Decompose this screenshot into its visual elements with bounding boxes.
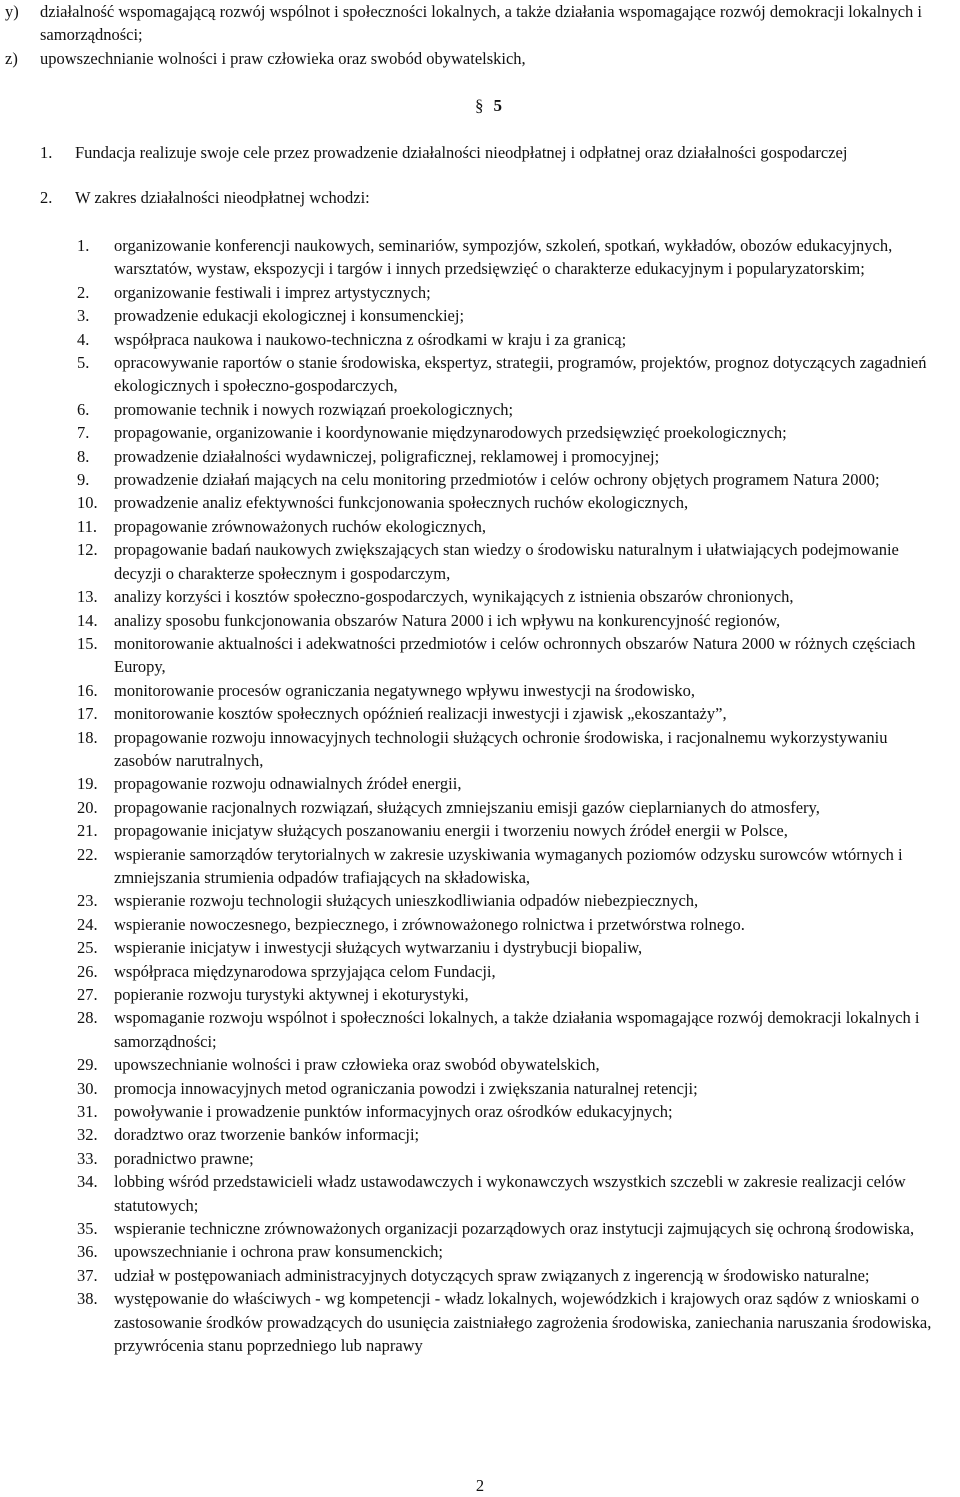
activity-item: [77, 1123, 937, 1146]
activity-text: propagowanie rozwoju innowacyjnych technologii służących ochronie środowiska, i racjonalnemu wykorzystywaniu zasobów narutralnych,: [114, 727, 888, 770]
activity-text: monitorowanie kosztów społecznych opóźnień realizacji inwestycji i zjawisk „ekoszantaży”,: [114, 704, 727, 724]
activities-list: [77, 234, 937, 1358]
section-heading: [475, 94, 502, 117]
activity-text: współpraca międzynarodowa sprzyjająca celom Fundacji,: [114, 961, 496, 981]
activity-item: [77, 1240, 937, 1263]
activity-text: propagowanie rozwoju odnawialnych źródeł energii,: [114, 774, 462, 794]
activity-number: 22.: [77, 844, 98, 864]
activity-number: 15.: [77, 633, 98, 653]
activity-number: 16.: [77, 680, 98, 700]
activity-text: lobbing wśród przedstawicieli władz ustawodawczych i wykonawczych wszystkich szczebli w zakresie realizacji celów statutowych;: [114, 1172, 906, 1215]
paragraph-text: Fundacja realizuje swoje cele przez prowadzenie działalności nieodpłatnej i odpłatnej oraz działalności gospodarczej: [75, 143, 848, 162]
activity-item: [77, 936, 937, 959]
activity-item: [77, 1077, 937, 1100]
activity-item: [77, 421, 937, 444]
activity-item: [77, 398, 937, 421]
continued-list: [5, 0, 955, 70]
list-text: upowszechnianie wolności i praw człowieka oraz swobód obywatelskich,: [40, 48, 526, 68]
activity-number: 3.: [77, 306, 90, 326]
activity-text: popieranie rozwoju turystyki aktywnej i ekoturystyki,: [114, 985, 469, 1004]
activity-item: [77, 772, 937, 795]
activity-text: poradnictwo prawne;: [114, 1148, 254, 1168]
activity-text: wspieranie samorządów terytorialnych w zakresie uzyskiwania wymaganych poziomów odzysku surowców wtórnych i zmniejszania strumienia odpadów trafiających na składowiska,: [114, 844, 903, 887]
activity-item: [77, 679, 937, 702]
activity-number: 34.: [77, 1172, 98, 1192]
activity-text: prowadzenie działalności wydawniczej, poligraficznej, reklamowej i promocyjnej;: [114, 446, 660, 466]
activity-number: 21.: [77, 821, 98, 841]
activity-text: propagowanie zrównoważonych ruchów ekologicznych,: [114, 516, 487, 536]
activity-text: propagowanie racjonalnych rozwiązań, służących zmniejszaniu emisji gazów cieplarnianych do atmosfery,: [114, 797, 820, 817]
activity-item: [77, 702, 937, 725]
section-number: 5: [493, 96, 502, 115]
activity-number: 8.: [77, 446, 90, 466]
activity-number: 29.: [77, 1055, 98, 1075]
activity-item: [77, 1217, 937, 1240]
paragraph-marker: 2.: [40, 188, 53, 208]
activity-number: 18.: [77, 727, 98, 747]
activity-item: [77, 468, 937, 491]
activity-item: [77, 960, 937, 983]
activity-item: [77, 1170, 937, 1217]
activity-text: upowszechnianie wolności i praw człowieka oraz swobód obywatelskich,: [114, 1055, 600, 1075]
activity-text: udział w postępowaniach administracyjnych dotyczących spraw związanych z ingerencją w środowisko naturalne;: [114, 1265, 870, 1285]
activity-item: [77, 351, 937, 398]
activity-number: 25.: [77, 938, 98, 958]
activity-item: [77, 1264, 937, 1287]
activity-number: 31.: [77, 1102, 98, 1122]
activity-number: 10.: [77, 493, 98, 513]
activity-text: występowanie do właściwych - wg kompetencji - władz lokalnych, wojewódzkich i krajowych oraz sądów z wnioskami o zastosowanie środków prowadzących do usunięcia zaistniałego zagrożenia środowiska, zaniechania naruszania środowiska, przywrócenia stanu poprzedniego lub naprawy: [114, 1289, 932, 1356]
activity-number: 26.: [77, 961, 98, 981]
activity-item: [77, 819, 937, 842]
activity-text: propagowanie inicjatyw służących poszanowaniu energii i tworzeniu nowych źródeł energii w Polsce,: [114, 821, 788, 841]
activity-text: współpraca naukowa i naukowo-techniczna z ośrodkami w kraju i za granicą;: [114, 329, 627, 349]
activity-text: propagowanie, organizowanie i koordynowanie międzynarodowych przedsięwzięć proekologicznych;: [114, 423, 787, 443]
activity-item: [77, 491, 937, 514]
activity-number: 23.: [77, 891, 98, 911]
activity-item: [77, 632, 937, 679]
list-item: [5, 0, 955, 47]
activity-text: wspieranie techniczne zrównoważonych organizacji pozarządowych oraz instytucji zajmujących się ochroną środowiska,: [114, 1219, 915, 1239]
activity-text: prowadzenie działań mających na celu monitoring przedmiotów i celów ochrony objętych programem Natura 2000;: [114, 470, 880, 490]
activity-item: [77, 726, 937, 773]
activity-number: 17.: [77, 704, 98, 724]
activity-text: organizowanie konferencji naukowych, seminariów, sympozjów, szkoleń, spotkań, wykładów, obozów edukacyjnych, warsztatów, wystaw, ekspozycji i targów i innych przedsięwzięć o charakterze edukacyjnym i popularyzatorskim;: [114, 236, 893, 279]
activity-item: [77, 585, 937, 608]
activity-item: [77, 515, 937, 538]
activity-item: [77, 1053, 937, 1076]
activity-text: powoływanie i prowadzenie punktów informacyjnych oraz ośrodków edukacyjnych;: [114, 1102, 673, 1122]
activity-text: analizy korzyści i kosztów społeczno-gospodarczych, wynikających z istnienia obszarów chronionych,: [114, 587, 794, 607]
activity-number: 32.: [77, 1125, 98, 1145]
activity-number: 5.: [77, 353, 90, 373]
activity-number: 38.: [77, 1289, 98, 1309]
activity-item: [77, 445, 937, 468]
activity-number: 4.: [77, 329, 90, 349]
activity-text: upowszechnianie i ochrona praw konsumenckich;: [114, 1242, 443, 1262]
activity-text: promocja innowacyjnych metod ograniczania powodzi i zwiększania naturalnej retencji;: [114, 1078, 698, 1098]
activity-text: opracowywanie raportów o stanie środowiska, ekspertyz, strategii, programów, projektów, prognoz dotyczących zagadnień ekologicznych i społeczno-gospodarczych,: [114, 353, 927, 396]
activity-text: wspomaganie rozwoju wspólnot i społeczności lokalnych, a także działania wspomagające rozwój demokracji lokalnych i samorządności;: [114, 1008, 920, 1051]
activity-number: 28.: [77, 1008, 98, 1028]
paragraph: [40, 186, 940, 209]
activity-item: [77, 889, 937, 912]
activity-text: doradztwo oraz tworzenie banków informacji;: [114, 1125, 420, 1145]
activity-number: 9.: [77, 470, 90, 490]
activity-number: 14.: [77, 610, 98, 630]
page-number: 2: [475, 1476, 485, 1495]
activity-number: 30.: [77, 1078, 98, 1098]
activity-text: prowadzenie edukacji ekologicznej i konsumenckiej;: [114, 306, 465, 326]
activity-text: analizy sposobu funkcjonowania obszarów Natura 2000 i ich wpływu na konkurencyjność regionów,: [114, 610, 781, 630]
activity-text: prowadzenie analiz efektywności funkcjonowania społecznych ruchów ekologicznych,: [114, 493, 689, 513]
activity-item: [77, 304, 937, 327]
activity-text: monitorowanie procesów ograniczania negatywnego wpływu inwestycji na środowisko,: [114, 680, 696, 700]
activity-number: 36.: [77, 1242, 98, 1262]
activity-item: [77, 1006, 937, 1053]
activity-item: [77, 843, 937, 890]
activity-item: [77, 1147, 937, 1170]
activity-number: 2.: [77, 282, 90, 302]
list-marker: y): [5, 2, 19, 21]
list-text: działalność wspomagającą rozwój wspólnot i społeczności lokalnych, a także działania wspomagające rozwój demokracji lokalnych i samorządności;: [40, 2, 922, 45]
activity-text: promowanie technik i nowych rozwiązań proekologicznych;: [114, 399, 514, 419]
activity-number: 19.: [77, 774, 98, 794]
activity-item: [77, 913, 937, 936]
activity-number: 27.: [77, 985, 98, 1004]
activity-number: 6.: [77, 399, 90, 419]
activity-number: 33.: [77, 1148, 98, 1168]
activity-item: [77, 1100, 937, 1123]
activity-number: 20.: [77, 797, 98, 817]
activity-number: 24.: [77, 914, 98, 934]
activity-item: [77, 328, 937, 351]
activity-text: organizowanie festiwali i imprez artystycznych;: [114, 282, 431, 302]
activity-text: propagowanie badań naukowych zwiększających stan wiedzy o środowisku naturalnym i ułatwiających podejmowanie decyzji o charakterze społecznym i gospodarczym,: [114, 540, 899, 583]
activity-text: monitorowanie aktualności i adekwatności przedmiotów i celów ochronnych obszarów Natura 2000 w różnych częściach Europy,: [114, 633, 916, 677]
activity-number: 35.: [77, 1219, 98, 1239]
paragraph: [40, 141, 940, 164]
activity-item: [77, 796, 937, 819]
paragraph-marker: 1.: [40, 143, 53, 162]
activity-text: wspieranie inicjatyw i inwestycji służących wytwarzaniu i dystrybucji biopaliw,: [114, 938, 643, 958]
activity-item: [77, 983, 937, 1006]
activity-number: 37.: [77, 1265, 98, 1285]
activity-item: [77, 234, 937, 281]
list-item: [5, 47, 955, 70]
activity-number: 7.: [77, 423, 90, 443]
section-symbol: §: [475, 96, 484, 115]
activity-number: 12.: [77, 540, 98, 560]
list-marker: z): [5, 48, 18, 68]
activity-number: 13.: [77, 587, 98, 607]
activity-text: wspieranie rozwoju technologii służących unieszkodliwiania odpadów niebezpiecznych,: [114, 891, 699, 911]
activity-item: [77, 1287, 937, 1357]
activity-number: 11.: [77, 516, 98, 536]
activity-item: [77, 281, 937, 304]
activity-item: [77, 609, 937, 632]
activity-text: wspieranie nowoczesnego, bezpiecznego, i zrównoważonego rolnictwa i przetwórstwa rolnego.: [114, 914, 745, 934]
activity-number: 1.: [77, 236, 90, 255]
paragraph-text: W zakres działalności nieodpłatnej wchodzi:: [75, 188, 370, 208]
paragraph-list: [40, 141, 940, 210]
activity-item: [77, 538, 937, 585]
